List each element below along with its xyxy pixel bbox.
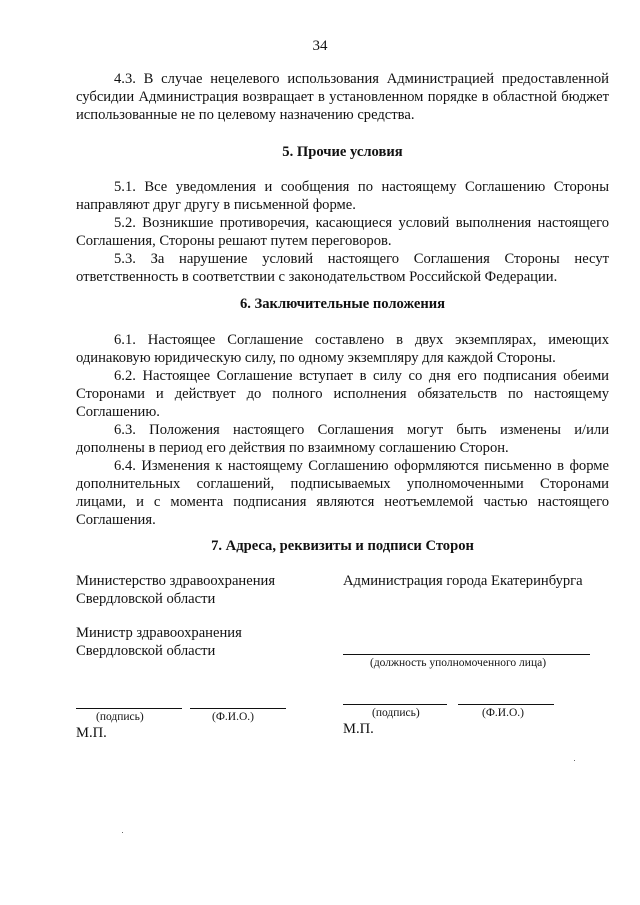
clause-4-3-block bbox=[76, 70, 609, 124]
clause-5-2: 5.2. Возникшие противоречия, касающиеся условий выполнения настоящего Соглашения, Стороны решают путем переговоров. bbox=[76, 215, 609, 249]
right-signature-line[interactable] bbox=[343, 704, 447, 705]
right-name-caption: (Ф.И.О.) bbox=[482, 707, 524, 719]
left-signer-line2: Свердловской области bbox=[76, 643, 216, 659]
scan-speck bbox=[574, 760, 575, 761]
section-7-title: 7. Адреса, реквизиты и подписи Сторон bbox=[211, 538, 474, 554]
section-5-title: 5. Прочие условия bbox=[282, 144, 403, 160]
clause-5-1: 5.1. Все уведомления и сообщения по настоящему Соглашению Стороны направляют друг другу в письменной форме. bbox=[76, 179, 609, 213]
left-signer-title bbox=[76, 624, 242, 660]
clause-4-3: 4.3. В случае нецелевого использования Администрацией предоставленной субсидии Администрация возвращает в установленном порядке в областной бюджет использованные не по целевому назначению средства. bbox=[76, 71, 609, 123]
scan-speck bbox=[122, 832, 123, 833]
left-name-line[interactable] bbox=[190, 708, 286, 709]
right-seal-mark: М.П. bbox=[343, 721, 374, 737]
right-signature-caption: (подпись) bbox=[372, 707, 420, 719]
page-number: 34 bbox=[312, 38, 328, 54]
right-name-line[interactable] bbox=[458, 704, 554, 705]
section-5-heading-block bbox=[76, 143, 609, 161]
clause-6-1: 6.1. Настоящее Соглашение составлено в двух экземплярах, имеющих одинаковую юридическую силу, по одному экземпляру для каждой Стороны. bbox=[76, 332, 609, 366]
right-position-line[interactable] bbox=[343, 654, 590, 655]
left-org-line1: Министерство здравоохранения bbox=[76, 573, 276, 589]
left-signer-line1: Министр здравоохранения bbox=[76, 625, 242, 641]
left-signature-caption: (подпись) bbox=[96, 711, 144, 723]
section-5-body bbox=[76, 178, 609, 286]
clause-6-4: 6.4. Изменения к настоящему Соглашению оформляются письменно в форме дополнительных соглашений, подписываемых уполномоченными Сторонами лицами, и с момента подписания являются неотъемлемой частью настоящего Соглашения. bbox=[76, 458, 609, 528]
section-6-heading-block bbox=[76, 295, 609, 313]
section-6-title: 6. Заключительные положения bbox=[239, 296, 446, 312]
section-7-heading-block bbox=[76, 537, 609, 555]
left-seal-mark: М.П. bbox=[76, 725, 107, 741]
left-org-name bbox=[76, 572, 275, 608]
section-6-body bbox=[76, 331, 609, 529]
left-signature-line[interactable] bbox=[76, 708, 182, 709]
left-org-line2: Свердловской области bbox=[76, 591, 216, 607]
right-position-caption: (должность уполномоченного лица) bbox=[370, 657, 547, 669]
clause-6-3: 6.3. Положения настоящего Соглашения могут быть изменены и/или дополнены в период его действия по взаимному соглашению Сторон. bbox=[76, 422, 609, 456]
clause-6-2: 6.2. Настоящее Соглашение вступает в силу со дня его подписания обеими Сторонами и действует до полного исполнения обязательств по настоящему Соглашению. bbox=[76, 368, 609, 420]
left-name-caption: (Ф.И.О.) bbox=[212, 711, 254, 723]
right-org-name: Администрация города Екатеринбурга bbox=[343, 573, 583, 589]
clause-5-3: 5.3. За нарушение условий настоящего Соглашения Стороны несут ответственность в соответствии с законодательством Российской Федерации. bbox=[76, 251, 609, 285]
